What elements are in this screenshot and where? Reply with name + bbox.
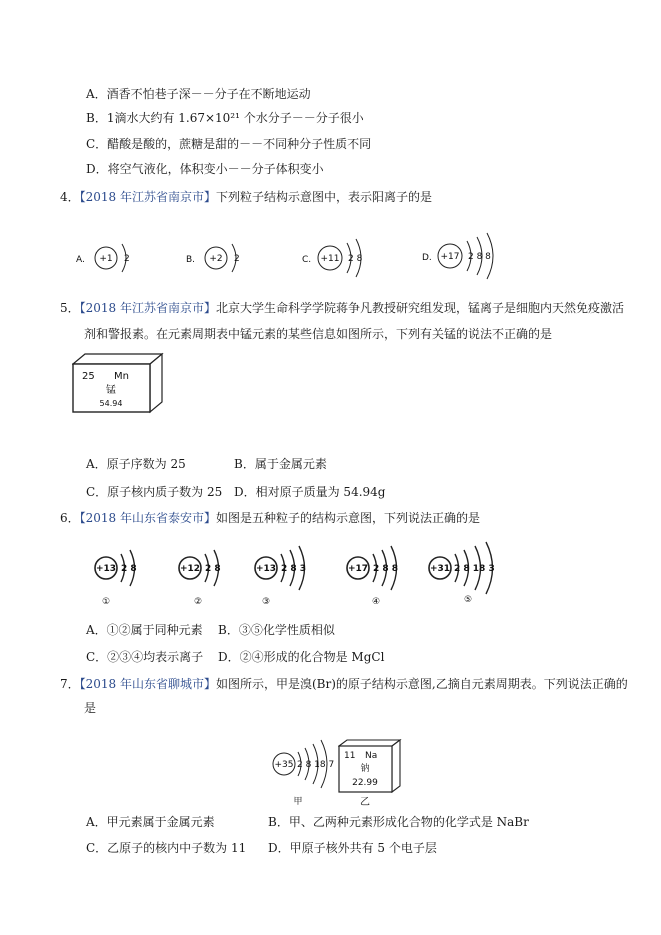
q5-text1: 北京大学生命科学学院蒋争凡教授研究组发现，锰离子是细胞内天然免疫激活 bbox=[216, 301, 625, 315]
q5-option-d: D．相对原子质量为 54.94g bbox=[234, 485, 386, 499]
q6-particle-1-nucleus: +13 bbox=[95, 564, 117, 574]
q3-option-a: A．酒香不怕巷子深－－分子在不断地运动 bbox=[86, 87, 311, 101]
q4-option-b-letter: B. bbox=[186, 255, 196, 265]
q4-option-c-diagram bbox=[300, 234, 390, 282]
q3-option-c: C．醋酸是酸的，蔗糖是甜的－－不同种分子性质不同 bbox=[86, 137, 372, 151]
na-name: 钠 bbox=[360, 764, 370, 774]
q5-option-a: A．原子序数为 25 bbox=[86, 457, 186, 471]
q6-particle-5-shells: 2 8 18 3 bbox=[454, 564, 495, 574]
br-shells: 2 8 18 7 bbox=[297, 760, 335, 770]
q6-stem bbox=[60, 510, 480, 526]
q4-option-b-diagram bbox=[184, 236, 254, 280]
q6-particle-3-nucleus: +13 bbox=[255, 564, 277, 574]
q5-option-c: C．原子核内质子数为 25 bbox=[86, 485, 223, 499]
q6-particle-3-label: ③ bbox=[261, 597, 271, 607]
q5-option-b: B．属于金属元素 bbox=[234, 457, 327, 471]
q6-particle-4-nucleus: +17 bbox=[347, 564, 369, 574]
q5-stem-line1 bbox=[60, 300, 624, 316]
mn-mass: 54.94 bbox=[99, 399, 123, 408]
q7-stem-line1 bbox=[60, 676, 628, 692]
q6-particle-4 bbox=[342, 544, 414, 608]
na-atomic-number: 11 bbox=[344, 751, 356, 761]
na-mass: 22.99 bbox=[352, 778, 378, 788]
br-label: 甲 bbox=[293, 797, 303, 807]
br-nucleus: +35 bbox=[274, 760, 294, 770]
q6-option-b: B．③⑤化学性质相似 bbox=[218, 623, 335, 637]
mn-name: 锰 bbox=[106, 385, 116, 396]
q6-source-tag: 【2018 年山东省泰安市】 bbox=[79, 511, 216, 525]
q6-particle-1-shells: 2 8 bbox=[121, 564, 137, 574]
q5-number: 5． bbox=[60, 301, 80, 315]
q3-option-d: D．将空气液化，体积变小－－分子体积变小 bbox=[86, 162, 324, 176]
q6-particle-1-label: ① bbox=[101, 597, 111, 607]
na-label: 乙 bbox=[360, 797, 370, 808]
q7-stem-line2: 是 bbox=[84, 701, 97, 715]
q7-text1: 如图所示，甲是溴(Br)的原子结构示意图,乙摘自元素周期表。下列说法正确的 bbox=[216, 677, 628, 691]
q4-option-d-diagram bbox=[420, 230, 520, 286]
q6-particle-5-nucleus: +31 bbox=[429, 564, 451, 574]
q5-source-tag: 【2018 年江苏省南京市】 bbox=[79, 301, 216, 315]
q6-particle-2-label: ② bbox=[193, 597, 203, 607]
q7-option-c: C．乙原子的核内中子数为 11 bbox=[86, 841, 247, 855]
q4-text: 下列粒子结构示意图中，表示阳离子的是 bbox=[216, 190, 433, 204]
q6-particle-5 bbox=[424, 540, 514, 608]
q4-number: 4． bbox=[60, 190, 80, 204]
q6-option-c: C．②③④均表示离子 bbox=[86, 650, 204, 664]
q7-option-d: D．甲原子核外共有 5 个电子层 bbox=[268, 841, 437, 855]
mn-atomic-number: 25 bbox=[82, 371, 95, 382]
q4-option-a-shells: 2 bbox=[124, 254, 130, 264]
q6-particle-3 bbox=[250, 544, 322, 608]
q7-option-a: A．甲元素属于金属元素 bbox=[86, 815, 215, 829]
br-atom-diagram bbox=[268, 738, 344, 808]
q6-particle-4-label: ④ bbox=[371, 597, 381, 607]
q4-option-b-shells: 2 bbox=[234, 254, 240, 264]
q6-particle-2-shells: 2 8 bbox=[205, 564, 221, 574]
na-symbol: Na bbox=[365, 751, 378, 761]
q6-particle-2-nucleus: +12 bbox=[179, 564, 201, 574]
q6-number: 6． bbox=[60, 511, 80, 525]
q7-source-tag: 【2018 年山东省聊城市】 bbox=[79, 677, 216, 691]
q6-particle-1 bbox=[90, 546, 150, 608]
q4-option-a-diagram bbox=[74, 236, 144, 280]
q6-option-a: A．①②属于同种元素 bbox=[86, 623, 203, 637]
q4-option-d-shells: 2 8 8 bbox=[468, 252, 491, 262]
mn-element-card bbox=[72, 352, 164, 418]
q4-option-d-letter: D. bbox=[422, 253, 432, 263]
q4-option-d-nucleus: +17 bbox=[440, 252, 460, 262]
q6-option-d: D．②④形成的化合物是 MgCl bbox=[218, 650, 385, 664]
q7-option-b: B．甲、乙两种元素形成化合物的化学式是 NaBr bbox=[268, 815, 529, 829]
q5-stem-line2: 剂和警报素。在元素周期表中锰元素的某些信息如图所示，下列有关锰的说法不正确的是 bbox=[84, 327, 553, 341]
q4-option-a-letter: A. bbox=[76, 255, 85, 265]
q7-number: 7． bbox=[60, 677, 80, 691]
q4-option-c-shells: 2 8 bbox=[348, 254, 363, 264]
q6-particle-4-shells: 2 8 8 bbox=[373, 564, 399, 574]
q6-particle-3-shells: 2 8 3 bbox=[281, 564, 307, 574]
q6-particle-5-label: ⑤ bbox=[463, 595, 473, 605]
mn-symbol: Mn bbox=[114, 371, 129, 382]
na-element-card bbox=[338, 738, 404, 814]
q6-text: 如图是五种粒子的结构示意图，下列说法正确的是 bbox=[216, 511, 481, 525]
q4-option-c-nucleus: +11 bbox=[320, 254, 340, 264]
q4-source-tag: 【2018 年江苏省南京市】 bbox=[79, 190, 216, 204]
q4-option-c-letter: C. bbox=[302, 255, 312, 265]
q6-particle-2 bbox=[174, 546, 234, 608]
q4-stem bbox=[60, 189, 432, 205]
q4-option-a-nucleus: +1 bbox=[99, 254, 113, 264]
q3-option-b: B．1滴水大约有 1.67×10²¹ 个水分子－－分子很小 bbox=[86, 111, 364, 125]
q4-option-b-nucleus: +2 bbox=[209, 254, 223, 264]
